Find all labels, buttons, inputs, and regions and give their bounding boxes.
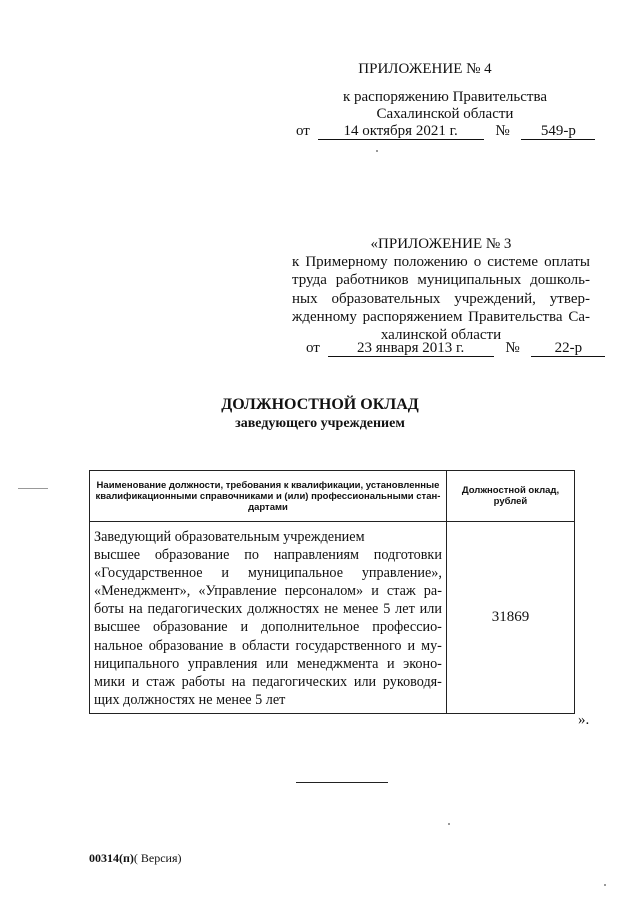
scan-speck xyxy=(448,823,450,825)
number-label: № xyxy=(495,123,510,139)
position-title: Заведующий образовательным учреждением xyxy=(94,529,365,545)
scan-speck xyxy=(376,150,378,152)
document-subheading: заведующего учреждением xyxy=(235,416,405,431)
scan-speck xyxy=(604,884,606,886)
column-header-position: Наименование должности, требования к квалификации, установленные квалификационными справочниками и (или) профессиональными стан-дартами xyxy=(90,471,447,522)
column-header-salary: Должностной оклад, рублей xyxy=(446,471,574,522)
closing-quote: ». xyxy=(578,712,590,728)
scan-mark xyxy=(18,488,48,489)
appendix-3-body: к Примерному положению о системе оплаты труда работников муниципальных дошколь-ных образовательных учреждений, утвер-жденному распоряжением Правительства Са-халинской области xyxy=(292,254,590,344)
version-label: ( Версия) xyxy=(133,851,182,865)
table-header-row xyxy=(90,471,575,522)
version-code: 00314(п) xyxy=(89,851,134,865)
appendix-4-line1: к распоряжению Правительства xyxy=(342,89,547,105)
salary-value: 31869 xyxy=(446,522,574,714)
position-requirements: высшее образование по направлениям подготовки «Государственное и муниципальное управление», «Менеджмент», «Управление персоналом» и стаж ра-боты на педагогических должностях не менее 5 лет или высшее образование и дополнительное профессио-нальное образование в области государственного и му-ниципального управления или менеджмента и эконо-мики и стаж работы на педагогических или руководя-щих должностях не менее 5 лет xyxy=(94,547,442,708)
document-heading: ДОЛЖНОСТНОЙ ОКЛАД xyxy=(221,396,419,413)
appendix-4-number: 549-р xyxy=(521,123,595,140)
appendix-4-line2: Сахалинской области xyxy=(376,106,514,122)
appendix-3-number: 22-р xyxy=(531,340,605,357)
appendix-3-date-line xyxy=(306,339,596,357)
version-footer xyxy=(89,851,182,866)
footer-divider xyxy=(296,782,388,783)
appendix-4-date-line xyxy=(296,122,596,140)
number-label: № xyxy=(505,340,520,356)
from-label: от xyxy=(306,340,320,356)
appendix-4-title: ПРИЛОЖЕНИЕ № 4 xyxy=(358,61,492,77)
appendix-3-title: «ПРИЛОЖЕНИЕ № 3 xyxy=(370,236,512,252)
from-label: от xyxy=(296,123,310,139)
appendix-3-block xyxy=(292,235,590,344)
salary-table xyxy=(89,470,575,714)
position-cell xyxy=(90,522,447,714)
appendix-3-date: 23 января 2013 г. xyxy=(328,340,494,357)
table-row xyxy=(90,522,575,714)
appendix-4-date: 14 октября 2021 г. xyxy=(318,123,484,140)
